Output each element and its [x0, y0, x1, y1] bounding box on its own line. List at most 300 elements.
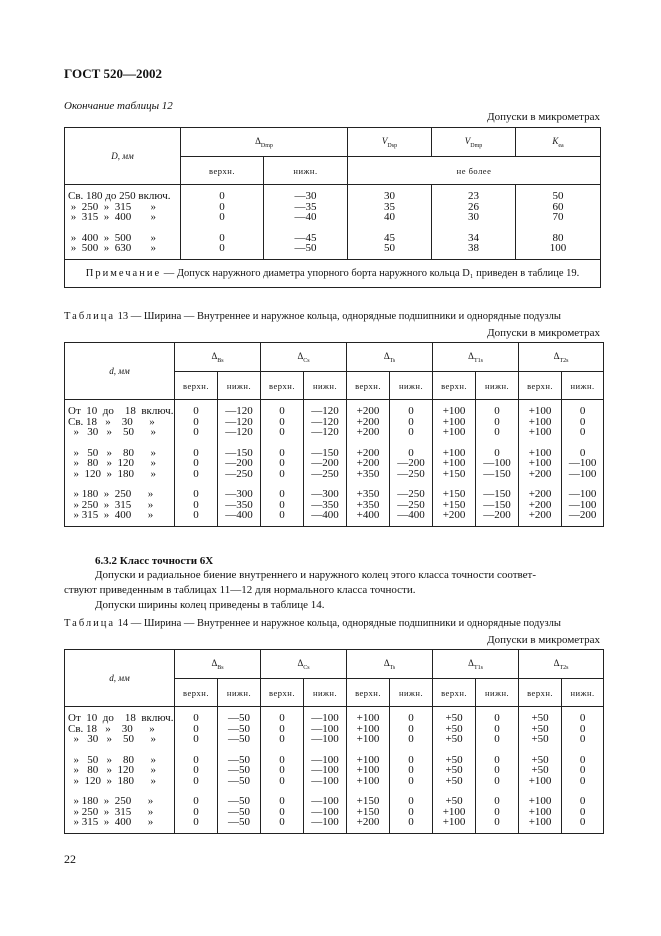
- table12-note: Примечание — Допуск наружного диаметра упорного борта наружного кольца D₁ приведен в таблице 19.: [65, 259, 601, 287]
- table14-value-line: +50: [531, 722, 549, 735]
- table14-group-header: $\Delta_{T2s}$: [519, 650, 604, 679]
- table12-value-line: [348, 223, 431, 233]
- table14-lower-header: нижн.: [562, 679, 604, 707]
- table13-value-line: —250: [397, 467, 425, 480]
- table13-group-header: $\Delta_{Ts}$: [347, 343, 433, 372]
- table14-units: Допуски в микрометрах: [487, 634, 600, 646]
- table14-value-line: +100: [356, 733, 380, 745]
- table13-value-line: —250: [397, 498, 425, 511]
- table12-col-upper: [181, 185, 264, 260]
- table14-value-line: —50: [228, 712, 250, 724]
- table14-value-line: [562, 745, 603, 755]
- table14-upper-header: верхн.: [347, 679, 390, 707]
- table13-ranges: [65, 400, 175, 527]
- table14-value-line: 0: [494, 733, 500, 745]
- table14-value-line: 0: [193, 733, 199, 745]
- table13-value-line: 0: [494, 446, 500, 459]
- table12-value-line: —30: [294, 190, 317, 202]
- table13-value-line: —200: [483, 509, 511, 521]
- table14-value-line: +150: [356, 795, 380, 807]
- table14-value-line: [390, 745, 432, 755]
- table14-value-line: 0: [193, 712, 199, 724]
- table14-value-line: +50: [531, 733, 549, 745]
- table14-value-line: +50: [531, 753, 549, 766]
- table14-value-line: 0: [279, 722, 285, 735]
- table13-value-line: 0: [279, 498, 285, 511]
- table13-value-line: 0: [193, 405, 199, 417]
- table12-h-vdsp: $V_{Dsp}$: [348, 128, 432, 157]
- table13-upper-header: верхн.: [347, 372, 390, 400]
- table14-value-line: +100: [356, 753, 380, 766]
- table13-range-line: » 250 » 315 »: [68, 498, 154, 511]
- table13-value-column: [218, 400, 261, 527]
- table12-value-line: 26: [468, 200, 480, 213]
- table14-value-line: [261, 745, 303, 755]
- document-header: ГОСТ 520—2002: [64, 66, 163, 81]
- table12-h-dmp: $\Delta_{Dmp}$: [181, 128, 348, 157]
- table14-value-column: [218, 707, 261, 834]
- table12-value-line: 30: [384, 190, 396, 202]
- table14-caption: Таблица 14 — Ширина — Внутреннее и наружное кольца, однорядные подшипники и однорядные подузлы: [64, 618, 561, 629]
- table13-value-line: +150: [442, 498, 466, 511]
- table13-value-column: [347, 400, 390, 527]
- table13-value-line: 0: [494, 426, 500, 438]
- table13-value-line: +100: [528, 426, 552, 438]
- table13-value-line: —150: [483, 467, 511, 480]
- table12-value-line: 100: [549, 242, 567, 254]
- table14-range-line: Св. 18 » 30 »: [68, 722, 155, 735]
- table13-value-line: —350: [225, 498, 253, 511]
- table14-value-line: —100: [311, 795, 339, 807]
- table13-value-line: +200: [528, 498, 552, 511]
- table14-range-line: [68, 745, 174, 755]
- table14-value-line: 0: [408, 795, 414, 807]
- table13-value-line: +200: [442, 509, 466, 521]
- table14-value-line: +100: [528, 805, 552, 818]
- table12-value-line: 23: [468, 190, 480, 202]
- table13-value-line: +100: [528, 405, 552, 417]
- section-para2: Допуски ширины колец приведены в таблице 14.: [95, 599, 325, 611]
- table13-value-line: 0: [193, 457, 199, 469]
- table14-upper-header: верхн.: [433, 679, 476, 707]
- table12-value-line: —50: [294, 242, 317, 254]
- table13-upper-header: верхн.: [261, 372, 304, 400]
- table14-value-line: —100: [311, 816, 339, 828]
- table13-value-line: [433, 438, 475, 448]
- table12-value-line: 50: [384, 242, 396, 254]
- table14-value-line: +100: [356, 764, 380, 776]
- table13-value-line: +200: [356, 446, 380, 459]
- table12-value-line: 30: [468, 211, 480, 223]
- table13-value-line: 0: [193, 467, 199, 480]
- table14-group-header: $\Delta_{Ts}$: [347, 650, 433, 679]
- table13-value-line: 0: [494, 415, 500, 428]
- table13-value-line: +100: [528, 415, 552, 428]
- table14-value-line: +50: [445, 722, 463, 735]
- table12-value-line: 40: [384, 211, 396, 223]
- table14-value-column: [519, 707, 562, 834]
- table13-value-line: 0: [279, 457, 285, 469]
- table13-value-line: —120: [311, 426, 339, 438]
- table14-value-line: +100: [528, 795, 552, 807]
- table13-value-line: 0: [193, 415, 199, 428]
- table13-value-line: [519, 438, 561, 448]
- table13-lower-header: нижн.: [562, 372, 604, 400]
- table14-value-line: +50: [531, 712, 549, 724]
- table14-value-line: +200: [356, 816, 380, 828]
- table14-value-line: 0: [579, 733, 586, 745]
- table13-range-line: » 180 » 250 »: [68, 488, 154, 500]
- table14-value-line: —50: [228, 753, 250, 766]
- table12-col-lower: [264, 185, 348, 260]
- table14-upper-header: верхн.: [175, 679, 218, 707]
- table13-value-line: +200: [356, 426, 380, 438]
- table14-upper-header: верхн.: [519, 679, 562, 707]
- table13-value-line: —100: [568, 457, 597, 469]
- table13-value-line: —120: [311, 415, 339, 428]
- table14-value-line: 0: [279, 805, 285, 818]
- table14-value-column: [562, 707, 604, 834]
- table14-value-line: +100: [356, 712, 380, 724]
- table12-col-d: D, мм: [65, 128, 181, 185]
- table13-value-line: [390, 438, 432, 448]
- table13-value-line: 0: [279, 415, 285, 428]
- table14-range-line: » 250 » 315 »: [68, 805, 154, 818]
- table14-value-line: 0: [494, 774, 500, 787]
- table12-h-kea: $K_{ea}$: [516, 128, 601, 157]
- table13-value-line: +200: [356, 405, 380, 417]
- table13-lower-header: нижн.: [218, 372, 261, 400]
- table13-value-line: +100: [442, 446, 466, 459]
- table14-value-line: [433, 745, 475, 755]
- table14: [64, 649, 604, 834]
- table13-value-line: —250: [397, 488, 425, 500]
- table13-value-line: 0: [408, 426, 414, 438]
- table14-value-line: 0: [494, 712, 500, 724]
- table13-value-column: [433, 400, 476, 527]
- table13-range-line: » 30 » 50 »: [68, 426, 156, 438]
- table14-value-line: [347, 745, 389, 755]
- table12-lower: нижн.: [264, 157, 348, 185]
- table13-value-line: —120: [225, 426, 253, 438]
- table12-range-line: » 250 » 315 »: [68, 200, 156, 213]
- table14-upper-header: верхн.: [261, 679, 304, 707]
- table12-value-line: 0: [219, 242, 225, 254]
- table13-value-line: 0: [408, 446, 414, 459]
- table13-value-column: [519, 400, 562, 527]
- table12-value-line: 35: [384, 200, 396, 213]
- table12-caption: Окончание таблицы 12: [64, 100, 173, 112]
- table13-value-line: 0: [193, 426, 199, 438]
- table14-value-line: —100: [311, 733, 339, 745]
- table14-value-line: +100: [528, 816, 552, 828]
- table13-group-header: $\Delta_{Cs}$: [261, 343, 347, 372]
- table13-lower-header: нижн.: [476, 372, 519, 400]
- table13-value-line: —400: [311, 509, 339, 521]
- table12-range-line: Св. 180 до 250 включ.: [68, 190, 171, 202]
- table13-range-line: » 50 » 80 »: [68, 446, 156, 459]
- table14-value-line: +100: [356, 722, 380, 735]
- table12-h-vdmp: $V_{Dmp}$: [432, 128, 516, 157]
- table13: [64, 342, 604, 527]
- table13-value-line: +100: [442, 457, 466, 469]
- table14-value-line: 0: [279, 753, 285, 766]
- table14-value-line: —50: [228, 805, 250, 818]
- table14-value-line: —100: [311, 722, 339, 735]
- table14-value-line: +100: [442, 805, 466, 818]
- table12: [64, 127, 601, 288]
- section-para1-line1: Допуски и радиальное биение внутреннего и наружного колец этого класса точности соответ-: [95, 569, 536, 581]
- table14-group-header: $\Delta_{Cs}$: [261, 650, 347, 679]
- table14-range-line: » 315 » 400 »: [68, 816, 154, 828]
- table14-group-header: $\Delta_{T1s}$: [433, 650, 519, 679]
- table13-caption: Таблица 13 — Ширина — Внутреннее и наружное кольца, однорядные подшипники и однорядные подузлы: [64, 311, 561, 322]
- table14-value-line: 0: [494, 722, 500, 735]
- table13-value-line: +200: [528, 488, 552, 500]
- table13-group-header: $\Delta_{T2s}$: [519, 343, 604, 372]
- table14-value-line: 0: [408, 722, 414, 735]
- table14-value-line: 0: [494, 764, 500, 776]
- table14-value-line: 0: [494, 795, 500, 807]
- table13-units: Допуски в микрометрах: [487, 327, 600, 339]
- table13-value-line: 0: [494, 405, 500, 417]
- table13-value-line: +200: [356, 415, 380, 428]
- table13-value-column: [175, 400, 218, 527]
- table13-value-column: [562, 400, 604, 527]
- table14-value-line: 0: [579, 774, 586, 787]
- table12-value-line: 50: [552, 190, 564, 202]
- table14-value-line: [304, 745, 346, 755]
- table13-range-line: » 80 » 120 »: [68, 457, 156, 469]
- table14-value-line: 0: [408, 774, 414, 787]
- table13-value-line: —150: [483, 488, 511, 500]
- table14-value-line: 0: [579, 712, 586, 724]
- table14-value-line: 0: [579, 805, 586, 818]
- table14-value-line: +50: [445, 774, 463, 787]
- table13-value-line: 0: [193, 498, 199, 511]
- table14-value-line: —50: [228, 722, 250, 735]
- table14-value-line: 0: [193, 722, 199, 735]
- table13-value-line: —250: [225, 467, 253, 480]
- table14-value-line: —100: [311, 753, 339, 766]
- table12-value-line: 80: [552, 231, 564, 244]
- table13-value-line: +100: [442, 405, 466, 417]
- table13-value-line: 0: [193, 488, 199, 500]
- table13-value-line: —250: [311, 467, 339, 480]
- table12-ranges: [65, 185, 181, 260]
- table13-value-line: 0: [193, 446, 199, 459]
- table13-data-row: [65, 400, 604, 527]
- table14-value-line: +50: [445, 753, 463, 766]
- table14-value-line: 0: [193, 805, 199, 818]
- table13-value-line: +200: [356, 457, 380, 469]
- table13-value-line: [175, 438, 217, 448]
- table12-value-line: —35: [294, 200, 317, 213]
- table13-value-line: 0: [193, 509, 199, 521]
- table14-value-column: [390, 707, 433, 834]
- table13-value-line: 0: [279, 488, 285, 500]
- table12-value-line: 45: [384, 231, 396, 244]
- table13-value-line: —200: [568, 509, 597, 521]
- table13-value-line: —120: [311, 405, 339, 417]
- table13-value-line: +350: [356, 488, 380, 500]
- table14-value-line: +100: [356, 774, 380, 787]
- table14-value-line: +50: [445, 764, 463, 776]
- table12-upper: верхн.: [181, 157, 264, 185]
- table14-value-line: 0: [279, 774, 285, 787]
- table14-value-line: +100: [442, 816, 466, 828]
- table14-value-line: +100: [528, 774, 552, 787]
- table14-range-line: » 50 » 80 »: [68, 753, 156, 766]
- table14-value-line: 0: [193, 774, 199, 787]
- table14-value-line: 0: [408, 733, 414, 745]
- table13-value-line: [562, 438, 603, 448]
- table13-upper-header: верхн.: [433, 372, 476, 400]
- table14-value-line: +150: [356, 805, 380, 818]
- table13-value-line: —200: [397, 457, 425, 469]
- table14-value-column: [261, 707, 304, 834]
- table13-value-line: +100: [528, 446, 552, 459]
- table13-upper-header: верхн.: [175, 372, 218, 400]
- table14-value-line: 0: [193, 764, 199, 776]
- table13-range-line: Св. 18 » 30 »: [68, 415, 155, 428]
- table14-value-column: [476, 707, 519, 834]
- table13-value-column: [390, 400, 433, 527]
- table14-value-line: +50: [531, 764, 549, 776]
- table13-value-line: —200: [225, 457, 253, 469]
- table13-value-line: —100: [568, 498, 597, 511]
- table12-max: не более: [348, 157, 601, 185]
- table13-range-line: От 10 до 18 включ.: [68, 405, 174, 417]
- table13-value-column: [261, 400, 304, 527]
- table14-lower-header: нижн.: [390, 679, 433, 707]
- table13-group-header: $\Delta_{Bs}$: [175, 343, 261, 372]
- table13-value-line: 0: [279, 405, 285, 417]
- table14-value-line: 0: [279, 795, 285, 807]
- table13-value-line: —400: [225, 509, 253, 521]
- table13-value-line: —200: [311, 457, 339, 469]
- table14-value-line: 0: [193, 816, 199, 828]
- table14-value-line: +50: [445, 795, 463, 807]
- table13-value-line: 0: [279, 509, 285, 521]
- table14-range-line: » 180 » 250 »: [68, 795, 154, 807]
- table14-lower-header: нижн.: [218, 679, 261, 707]
- table13-value-line: —350: [311, 498, 339, 511]
- table14-value-line: 0: [579, 753, 586, 766]
- table14-value-line: 0: [579, 816, 586, 828]
- table14-lower-header: нижн.: [304, 679, 347, 707]
- table13-value-line: 0: [408, 405, 414, 417]
- table14-value-line: 0: [579, 764, 586, 776]
- table14-value-column: [175, 707, 218, 834]
- table14-value-line: —50: [228, 774, 250, 787]
- table13-value-line: —150: [483, 498, 511, 511]
- section-para1-line2: ствуют приведенным в таблицах 11—12 для нормального класса точности.: [64, 584, 416, 596]
- table12-value-line: 0: [219, 200, 225, 213]
- table12-value-line: [264, 223, 347, 233]
- table14-value-line: —50: [228, 795, 250, 807]
- table13-value-line: 0: [579, 446, 586, 459]
- table14-value-line: +50: [445, 733, 463, 745]
- table14-value-line: 0: [408, 805, 414, 818]
- table12-value-line: 34: [468, 231, 480, 244]
- table12-value-line: [516, 223, 600, 233]
- table14-value-line: 0: [279, 764, 285, 776]
- table13-value-line: 0: [279, 446, 285, 459]
- table14-value-line: 0: [279, 816, 285, 828]
- table13-value-line: 0: [579, 415, 586, 428]
- table12-value-line: —40: [294, 211, 317, 223]
- table14-value-line: [175, 745, 217, 755]
- table14-value-line: 0: [193, 795, 199, 807]
- table14-value-line: [476, 745, 518, 755]
- table14-value-line: 0: [494, 816, 500, 828]
- table13-value-line: —400: [397, 509, 425, 521]
- table13-upper-header: верхн.: [519, 372, 562, 400]
- table14-value-line: 0: [579, 722, 586, 735]
- table13-range-line: » 315 » 400 »: [68, 509, 154, 521]
- table13-value-line: —150: [225, 446, 253, 459]
- table12-range-line: » 500 » 630 »: [68, 242, 156, 254]
- table12-units: Допуски в микрометрах: [487, 111, 600, 123]
- table13-value-line: +350: [356, 467, 380, 480]
- table14-value-line: [218, 745, 260, 755]
- table13-value-line: [261, 438, 303, 448]
- table13-value-line: +150: [442, 467, 466, 480]
- table12-value-line: [181, 223, 263, 233]
- table14-value-line: [519, 745, 561, 755]
- table13-lower-header: нижн.: [390, 372, 433, 400]
- table14-value-line: —100: [311, 712, 339, 724]
- table14-range-line: От 10 до 18 включ.: [68, 712, 174, 724]
- table14-range-line: » 120 » 180 »: [68, 774, 156, 787]
- table14-range-line: » 80 » 120 »: [68, 764, 156, 776]
- table12-value-line: 0: [219, 190, 225, 202]
- table14-value-line: 0: [408, 712, 414, 724]
- table14-value-column: [433, 707, 476, 834]
- table13-value-line: +100: [442, 415, 466, 428]
- table13-value-line: —100: [483, 457, 511, 469]
- table14-range-line: » 30 » 50 »: [68, 733, 156, 745]
- table14-value-line: 0: [408, 816, 414, 828]
- table13-value-line: [347, 438, 389, 448]
- table14-value-line: —50: [228, 816, 250, 828]
- table13-col-d: d, мм: [65, 343, 175, 400]
- table13-value-line: [218, 438, 260, 448]
- table14-value-line: 0: [494, 805, 500, 818]
- table14-value-column: [347, 707, 390, 834]
- table14-ranges: [65, 707, 175, 834]
- table13-value-line: 0: [579, 405, 586, 417]
- table14-value-line: 0: [193, 753, 199, 766]
- table14-value-line: 0: [494, 753, 500, 766]
- table14-value-line: +50: [445, 712, 463, 724]
- table13-range-line: » 120 » 180 »: [68, 467, 156, 480]
- table13-value-line: 0: [279, 467, 285, 480]
- table14-col-d: d, мм: [65, 650, 175, 707]
- table13-value-line: +100: [442, 426, 466, 438]
- table13-value-line: +100: [528, 457, 552, 469]
- table14-value-line: —100: [311, 764, 339, 776]
- table12-value-line: 60: [552, 200, 564, 213]
- table14-data-row: [65, 707, 604, 834]
- table13-value-line: —120: [225, 415, 253, 428]
- table12-col-kea: [516, 185, 601, 260]
- table13-value-line: 0: [579, 426, 586, 438]
- table13-lower-header: нижн.: [304, 372, 347, 400]
- table13-value-line: [304, 438, 346, 448]
- table13-value-line: —100: [568, 467, 597, 480]
